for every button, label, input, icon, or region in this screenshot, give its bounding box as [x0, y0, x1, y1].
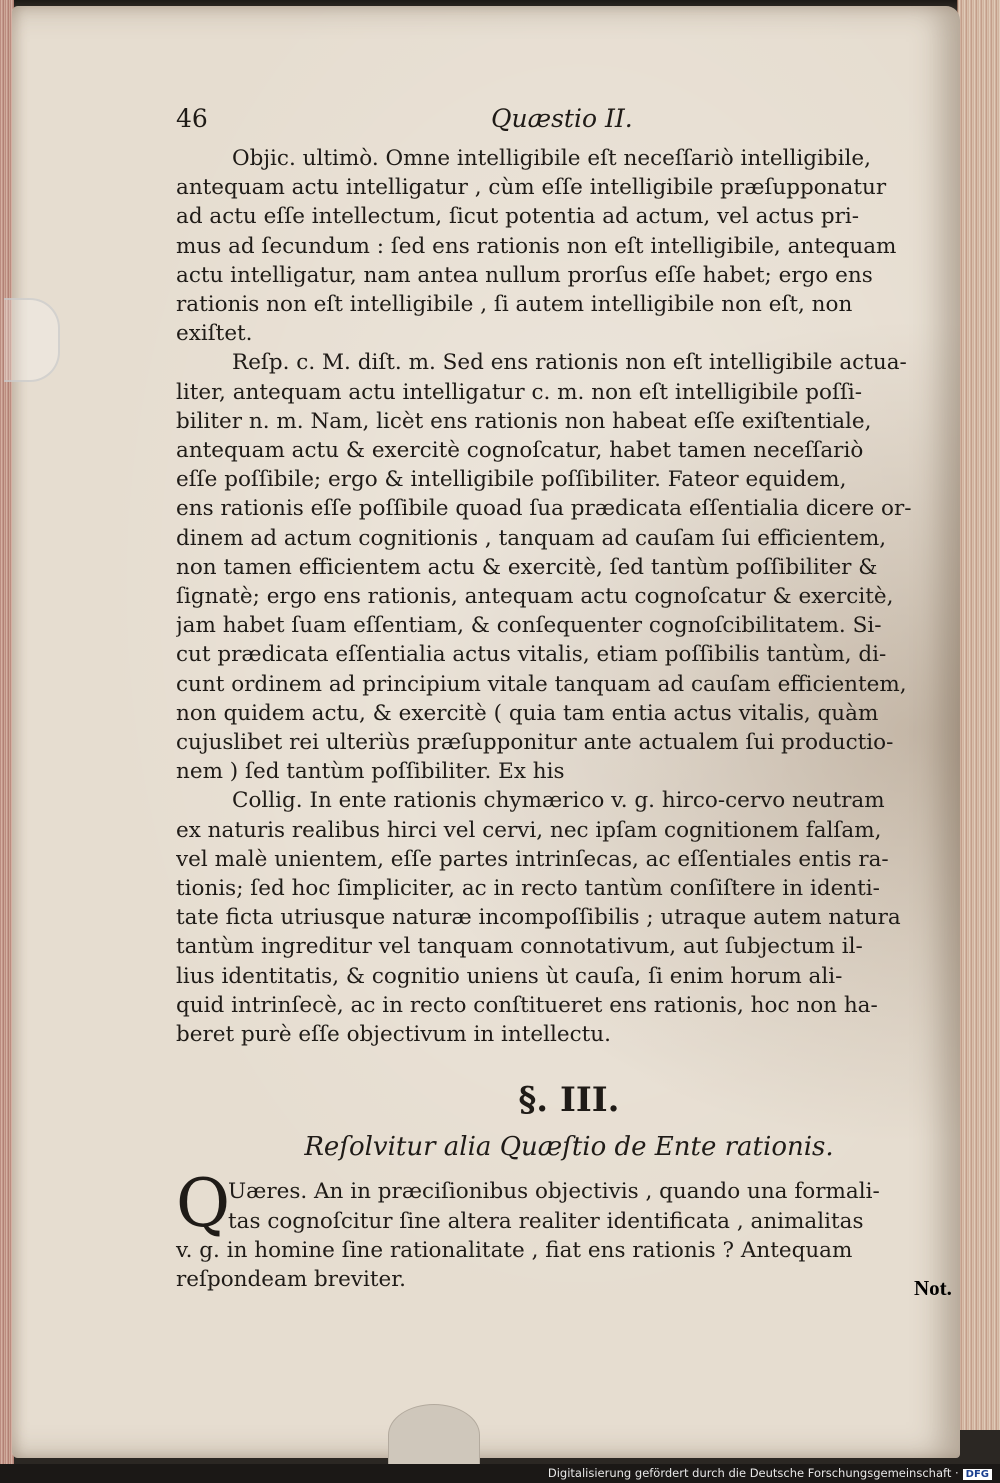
text-line: actu intelligatur, nam antea nullum prorſus eſſe habet; ergo ens [176, 262, 873, 288]
text-line: liter, antequam actu intelligatur c. m. non eſt intelligibile poſſi- [176, 379, 863, 405]
text-line: quid intrinſecè, ac in recto conſtitueret ens rationis, hoc non ha- [176, 992, 878, 1018]
text-line: eſſe poſſibile; ergo & intelligibile poſſibiliter. Fateor equidem, [176, 467, 847, 493]
drop-cap: Q [176, 1165, 231, 1243]
quaeres-paragraph [176, 1165, 962, 1294]
page-notch [388, 1404, 480, 1466]
text-line: ex naturis realibus hirci vel cervi, nec ipſam cognitionem falſam, [176, 817, 882, 843]
text-line: vel malè unientem, eſſe partes intrinſecas, ac eſſentiales entis ra- [176, 846, 889, 872]
text-line: dinem ad actum cognitionis , tanquam ad cauſam ſui efficientem, [176, 525, 887, 551]
text-line: tas cognoſcitur ſine altera realiter identificata , animalitas [228, 1208, 864, 1234]
section-mark: §. III. [518, 1080, 620, 1121]
text-line: cujuslibet rei ulteriùs præſupponitur ante actualem ſui productio- [176, 730, 894, 756]
text-line: tionis; ſed hoc ſimpliciter, ac in recto tantùm conſiſtere in identi- [176, 876, 880, 902]
text-line: Objic. ultimò. Omne intelligibile eſt neceſſariò intelligibile, [232, 146, 871, 171]
catchword: Not. [914, 1276, 952, 1300]
response-paragraph [176, 348, 962, 786]
footer-credit-text: Digitalisierung gefördert durch die Deutsche Forschungsgemeinschaft · [547, 1466, 959, 1480]
text-line: ſignatè; ergo ens rationis, antequam actu cognoſcatur & exercitè, [176, 584, 894, 610]
footer-credit [548, 1466, 992, 1480]
page-content [176, 104, 962, 1294]
text-line: nem ) ſed tantùm poſſibiliter. Ex his [176, 759, 565, 785]
page-header [176, 104, 962, 144]
running-head: Quæstio II. [491, 104, 633, 133]
text-line: jam habet ſuam eſſentiam, & conſequenter cognoſcibilitatem. Si- [176, 613, 882, 639]
page-clip [4, 298, 60, 382]
text-line: Reſp. c. M. diſt. m. Sed ens rationis non eſt intelligibile actua- [232, 350, 907, 376]
text-line: antequam actu & exercitè cognoſcatur, habet tamen neceſſariò [176, 438, 864, 464]
text-line: ens rationis eſſe poſſibile quoad ſua prædicata eſſentialia dicere or- [176, 496, 912, 522]
text-line: Collig. In ente rationis chymærico v. g. hirco-cervo neutram [232, 788, 885, 814]
text-line: tantùm ingreditur vel tanquam connotativum, aut ſubjectum il- [176, 934, 863, 960]
page-number: 46 [176, 104, 208, 133]
text-line: non quidem actu, & exercitè ( quia tam entia actus vitalis, quàm [176, 700, 879, 726]
objection-paragraph [176, 144, 962, 348]
corollary-paragraph [176, 786, 962, 1049]
text-line: cut prædicata eſſentialia actus vitalis, etiam poſſibilis tantùm, di- [176, 642, 887, 668]
text-line: ad actu eſſe intellectum, ſicut potentia ad actum, vel actus pri- [176, 204, 860, 230]
text-line: exiſtet. [176, 321, 253, 347]
text-line: beret purè eſſe objectivum in intellectu. [176, 1022, 611, 1048]
text-line: tate ficta utriusque naturæ incompoſſibilis ; utraque autem natura [176, 905, 901, 931]
text-line: v. g. in homine ſine rationalitate , fiat ens rationis ? Antequam [176, 1237, 853, 1263]
text-line: Uæres. An in præciſionibus objectivis , quando una formali- [228, 1179, 880, 1205]
text-line: cunt ordinem ad principium vitale tanquam ad cauſam efficientem, [176, 671, 907, 697]
section-title: Reſolvitur alia Quæſtio de Ente rationis. [304, 1132, 834, 1163]
text-line: antequam actu intelligatur , cùm eſſe intelligibile præſupponatur [176, 175, 887, 201]
text-line: reſpondeam breviter. [176, 1266, 406, 1292]
text-line: mus ad ſecundum : ſed ens rationis non eſt intelligibile, antequam [176, 233, 897, 259]
dfg-logo: DFG [963, 1469, 992, 1480]
text-line: rationis non eſt intelligibile , ſi autem intelligibile non eſt, non [176, 292, 853, 318]
text-line: lius identitatis, & cognitio uniens ùt cauſa, ſi enim horum ali- [176, 963, 843, 989]
text-line: non tamen efficientem actu & exercitè, ſed tantùm poſſibiliter & [176, 554, 878, 580]
text-line: biliter n. m. Nam, licèt ens rationis non habeat eſſe exiſtentiale, [176, 408, 872, 434]
page-fore-edge [957, 0, 1000, 1430]
